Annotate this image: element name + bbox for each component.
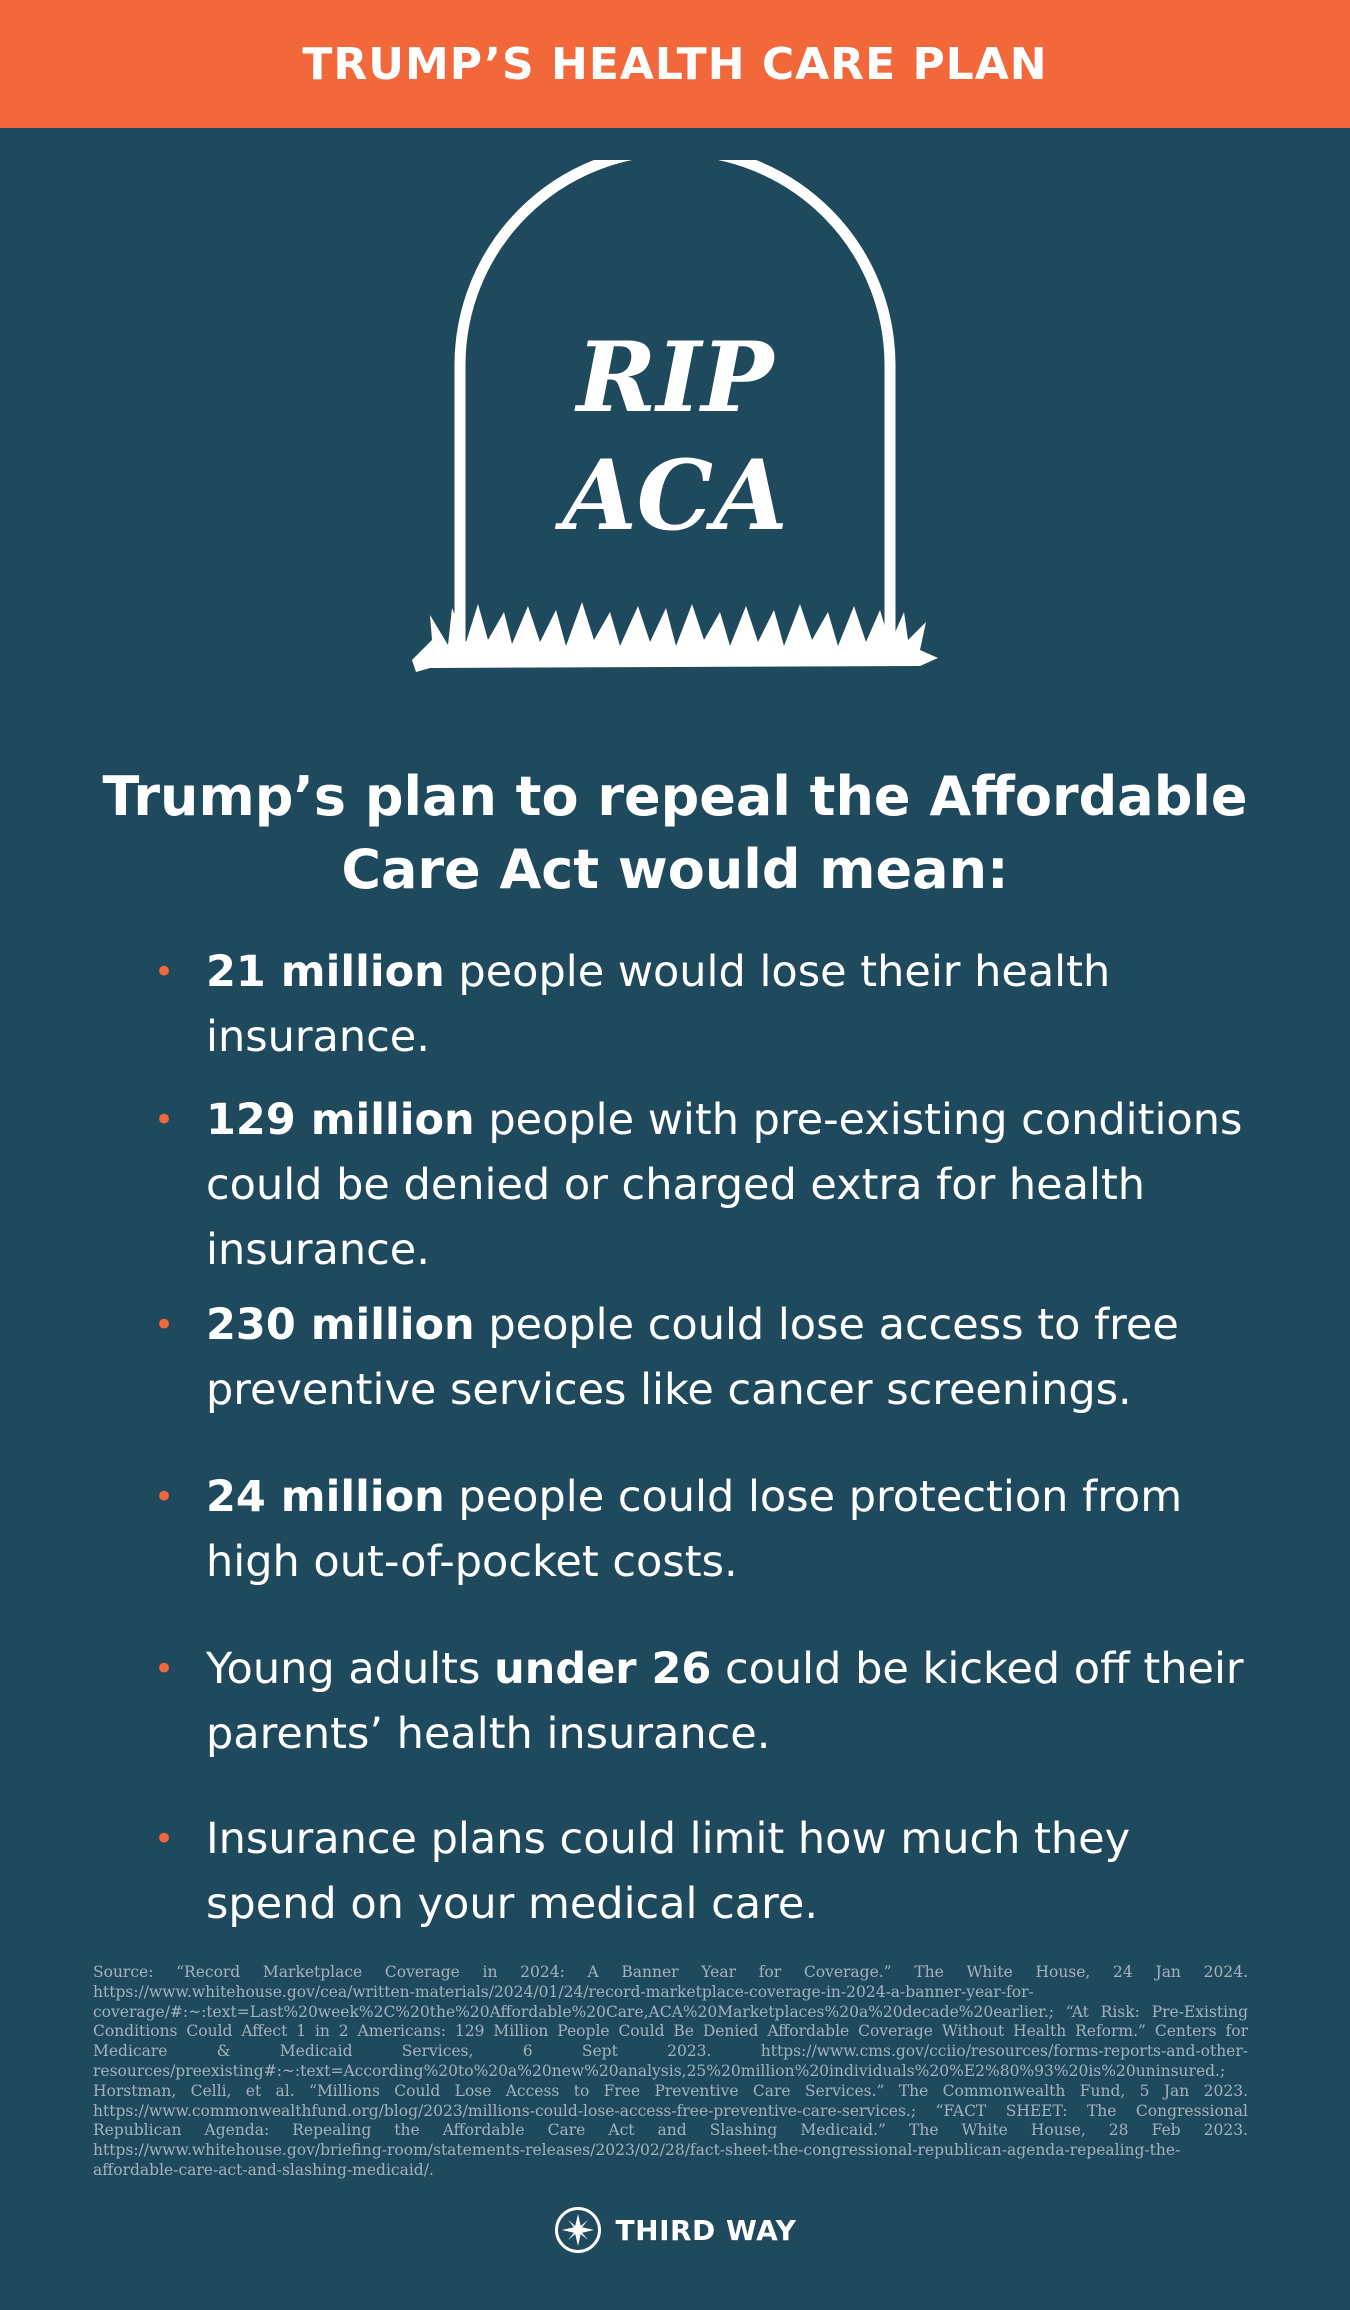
header-banner <box>0 0 1350 128</box>
bullet-text: Young adults under 26 could be kicked off their parents’ health insurance. <box>206 1644 1244 1759</box>
headline-line1: Trump’s plan to repeal the Affordable <box>102 765 1248 828</box>
bullet-highlight: 129 million <box>206 1095 475 1145</box>
bullet-dot: • <box>154 1819 175 1859</box>
tombstone-rip: RIP <box>576 321 774 434</box>
bullet-highlight: 24 million <box>206 1472 445 1522</box>
bullet-text: 21 million people would lose their health insurance. <box>206 947 1111 1062</box>
bullet-highlight: under 26 <box>494 1644 712 1694</box>
footer-logo-text: THIRD WAY <box>615 2213 797 2247</box>
bullet-text: 129 million people with pre-existing conditions could be denied or charged extra for health insurance. <box>206 1095 1243 1275</box>
bullet-text: 24 million people could lose protection from high out-of-pocket costs. <box>206 1472 1183 1587</box>
bullet-highlight: 230 million <box>206 1300 475 1350</box>
bullet-text: 230 million people could lose access to free preventive services like cancer screenings. <box>206 1300 1179 1415</box>
bullet-dot: • <box>154 1305 175 1345</box>
banner-title: TRUMP’S HEALTH CARE PLAN <box>302 38 1048 90</box>
source-citations: Source: “Record Marketplace Coverage in 2024: A Banner Year for Coverage.” The White House, 24 Jan 2024. https://www.whitehouse.gov/cea/written-materials/2024/01/24/record-marketplace-coverage-in-2024-a-banner-year-for-coverage/#:~:text=Last%20week%2C%20the%20Affordable%20Care,ACA%20Marketplaces%20a%20decade%20earlier.; “At Risk: Pre-Existing Conditions Could Affect 1 in 2 Americans: 129 Million People Could Be Denied Affordable Coverage Without Health Reform.” Centers for Medicare & Medicaid Services, 6 Sept 2023. https://www.cms.gov/cciio/resources/forms-reports-and-other-resources/preexisting#:~:text=According%20to%20a%20new%20analysis,25%20million%20individuals%20%E2%80%93%20is%20uninsured.; Horstman, Celli, et al. “Millions Could Lose Access to Free Preventive Care Services.” The Commonwealth Fund, 5 Jan 2023. https://www.commonwealthfund.org/blog/2023/millions-could-lose-access-free-preventive-care-services.; “FACT SHEET: The Congressional Republican Agenda: Repealing the Affordable Care Act and Slashing Medicaid.” The White House, 28 Feb 2023. https://www.whitehouse.gov/briefing-room/statements-releases/2023/02/28/fact-sheet-the-congressional-republican-agenda-repealing-the-affordable-care-act-and-slashing-medicaid/. <box>93 1963 1248 2179</box>
headline-line2: Care Act would mean: <box>341 838 1009 902</box>
compass-star-icon <box>554 2206 602 2254</box>
tombstone-aca: ACA <box>562 439 788 552</box>
footer-logo[interactable] <box>0 2200 1350 2260</box>
bullet-text: Insurance plans could limit how much they spend on your medical care. <box>206 1814 1131 1929</box>
bullet-highlight: 21 million <box>206 947 445 997</box>
bullet-dot: • <box>154 952 175 992</box>
bullet-dot: • <box>154 1100 175 1140</box>
headline <box>80 760 1270 907</box>
bullet-dot: • <box>154 1477 175 1517</box>
bullet-dot: • <box>154 1649 175 1689</box>
